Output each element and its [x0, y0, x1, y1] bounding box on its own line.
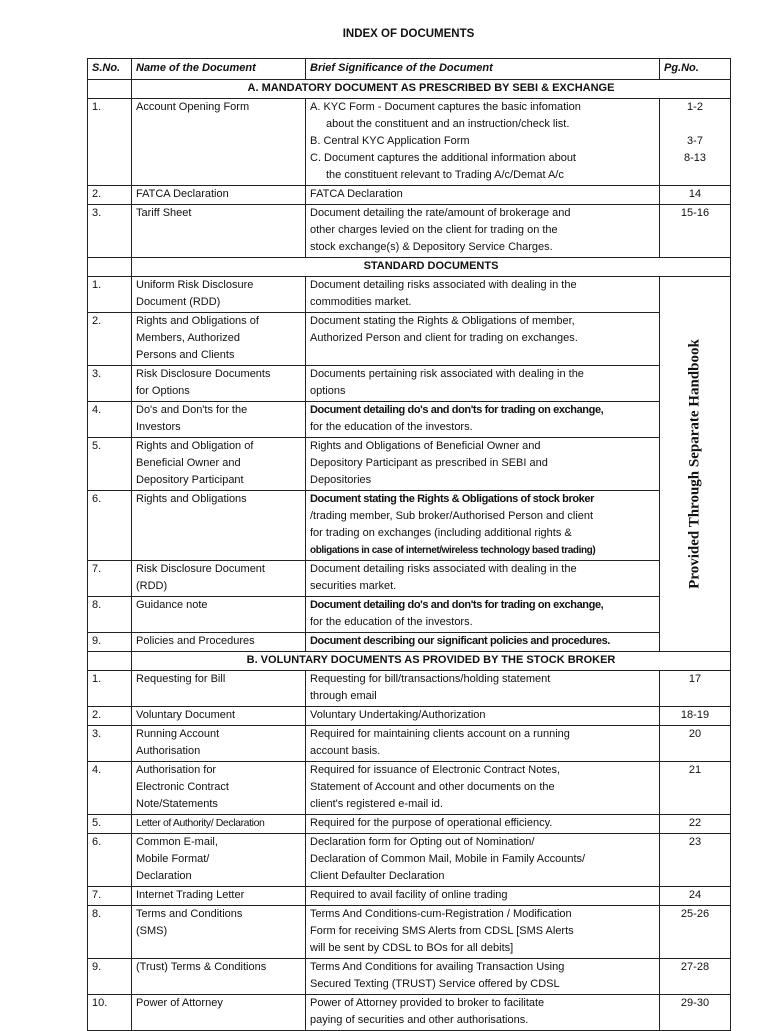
row-brief: Document detailing the rate/amount of brokerage and other charges levied on the client for trading on the stock exchange(s) & Depository Service Charges. — [306, 205, 660, 258]
row-name: Rights and Obligations — [132, 491, 306, 561]
row-sno: 5. — [88, 815, 132, 834]
header-pg: Pg.No. — [660, 59, 731, 80]
row-sno: 4. — [88, 762, 132, 815]
row-name: Tariff Sheet — [132, 205, 306, 258]
row-brief: A. KYC Form - Document captures the basic infomation about the constituent and an instruction/check list. B. Central KYC Application Form C. Document captures the additional information about the constituent relevant to Trading A/c/Demat A/c — [306, 99, 660, 186]
header-sno: S.No. — [88, 59, 132, 80]
row-sno: 4. — [88, 402, 132, 438]
row-name: Rights and Obligation of Beneficial Owner and Depository Participant — [132, 438, 306, 491]
row-name: Risk Disclosure Documents for Options — [132, 366, 306, 402]
row-pg: 14 — [660, 186, 731, 205]
section-b-row — [88, 652, 731, 671]
table-row — [88, 815, 731, 834]
row-name: Terms and Conditions (SMS) — [132, 906, 306, 959]
row-pg: 17 — [660, 671, 731, 707]
row-sno: 3. — [88, 366, 132, 402]
row-sno: 10. — [88, 995, 132, 1031]
row-sno: 6. — [88, 491, 132, 561]
row-brief: Requesting for bill/transactions/holding statement through email — [306, 671, 660, 707]
row-brief: Required for issuance of Electronic Contract Notes, Statement of Account and other documents on the client's registered e-mail id. — [306, 762, 660, 815]
row-sno: 9. — [88, 959, 132, 995]
row-pg: 18-19 — [660, 707, 731, 726]
header-row — [88, 59, 731, 80]
documents-index-table — [87, 58, 731, 1031]
row-pg: 22 — [660, 815, 731, 834]
row-sno: 2. — [88, 186, 132, 205]
row-sno: 1. — [88, 99, 132, 186]
table-row — [88, 99, 731, 186]
table-row — [88, 402, 731, 438]
row-name: Common E-mail, Mobile Format/ Declaration — [132, 834, 306, 887]
standard-documents-row — [88, 258, 731, 277]
row-brief: Terms And Conditions for availing Transaction Using Secured Texting (TRUST) Service offered by CDSL — [306, 959, 660, 995]
row-brief: Voluntary Undertaking/Authorization — [306, 707, 660, 726]
table-row — [88, 186, 731, 205]
section-b-title: B. VOLUNTARY DOCUMENTS AS PROVIDED BY THE STOCK BROKER — [132, 652, 731, 671]
handbook-note: Provided Through Separate Handbook — [686, 339, 703, 589]
row-pg: 20 — [660, 726, 731, 762]
row-brief: FATCA Declaration — [306, 186, 660, 205]
header-brief: Brief Significance of the Document — [306, 59, 660, 80]
row-name: Account Opening Form — [132, 99, 306, 186]
row-sno: 3. — [88, 205, 132, 258]
row-brief: Terms And Conditions-cum-Registration / Modification Form for receiving SMS Alerts from CDSL [SMS Alerts will be sent by CDSL to BOs for all debits] — [306, 906, 660, 959]
row-name: Policies and Procedures — [132, 633, 306, 652]
table-row — [88, 561, 731, 597]
row-name: (Trust) Terms & Conditions — [132, 959, 306, 995]
row-name: Risk Disclosure Document (RDD) — [132, 561, 306, 597]
row-name: Rights and Obligations of Members, Authorized Persons and Clients — [132, 313, 306, 366]
row-sno: 9. — [88, 633, 132, 652]
row-sno: 2. — [88, 313, 132, 366]
table-row — [88, 834, 731, 887]
standard-documents-title: STANDARD DOCUMENTS — [132, 258, 731, 277]
row-sno: 7. — [88, 561, 132, 597]
table-row — [88, 726, 731, 762]
section-a-title: A. MANDATORY DOCUMENT AS PRESCRIBED BY SEBI & EXCHANGE — [132, 80, 731, 99]
table-row — [88, 313, 731, 366]
table-row — [88, 597, 731, 633]
row-name: Power of Attorney — [132, 995, 306, 1031]
row-sno: 5. — [88, 438, 132, 491]
row-brief: Document detailing risks associated with dealing in the commodities market. — [306, 277, 660, 313]
row-sno: 8. — [88, 906, 132, 959]
row-sno: 2. — [88, 707, 132, 726]
table-row — [88, 887, 731, 906]
row-sno: 7. — [88, 887, 132, 906]
row-pg: 29-30 — [660, 995, 731, 1031]
row-sno: 1. — [88, 671, 132, 707]
row-brief: Document detailing do's and don'ts for trading on exchange, for the education of the investors. — [306, 402, 660, 438]
row-brief: Document stating the Rights & Obligations of stock broker /trading member, Sub broker/Authorised Person and client for trading on exchanges (including additional rights & obligations in case of internet/wireless technology based trading) — [306, 491, 660, 561]
row-sno: 3. — [88, 726, 132, 762]
table-row — [88, 906, 731, 959]
row-name: Authorisation for Electronic Contract Note/Statements — [132, 762, 306, 815]
row-pg: 23 — [660, 834, 731, 887]
section-a-row — [88, 80, 731, 99]
page-title: INDEX OF DOCUMENTS — [342, 28, 475, 40]
row-brief: Power of Attorney provided to broker to facilitate paying of securities and other authorisations. — [306, 995, 660, 1031]
row-pg: 25-26 — [660, 906, 731, 959]
row-brief: Required for maintaining clients account on a running account basis. — [306, 726, 660, 762]
row-pg: 24 — [660, 887, 731, 906]
row-name: Uniform Risk Disclosure Document (RDD) — [132, 277, 306, 313]
row-brief: Document stating the Rights & Obligations of member, Authorized Person and client for trading on exchanges. — [306, 313, 660, 366]
row-name: Letter of Authority/ Declaration — [132, 815, 306, 834]
table-row — [88, 762, 731, 815]
row-name: Voluntary Document — [132, 707, 306, 726]
row-sno: 6. — [88, 834, 132, 887]
row-name: Internet Trading Letter — [132, 887, 306, 906]
table-row — [88, 491, 731, 561]
row-brief: Document detailing risks associated with dealing in the securities market. — [306, 561, 660, 597]
row-brief: Documents pertaining risk associated with dealing in the options — [306, 366, 660, 402]
row-brief: Document describing our significant policies and procedures. — [306, 633, 660, 652]
table-row — [88, 707, 731, 726]
handbook-note-cell — [660, 277, 731, 652]
table-row — [88, 995, 731, 1031]
row-name: Requesting for Bill — [132, 671, 306, 707]
table-row — [88, 671, 731, 707]
table-row — [88, 205, 731, 258]
row-pg: 1-2 3-7 8-13 — [660, 99, 731, 186]
row-name: Running Account Authorisation — [132, 726, 306, 762]
row-pg: 15-16 — [660, 205, 731, 258]
table-row — [88, 277, 731, 313]
row-brief: Document detailing do's and don'ts for trading on exchange, for the education of the investors. — [306, 597, 660, 633]
row-pg: 27-28 — [660, 959, 731, 995]
table-row — [88, 633, 731, 652]
row-brief: Declaration form for Opting out of Nomination/ Declaration of Common Mail, Mobile in Family Accounts/ Client Defaulter Declaration — [306, 834, 660, 887]
table-row — [88, 366, 731, 402]
row-name: Do's and Don'ts for the Investors — [132, 402, 306, 438]
row-brief: Required for the purpose of operational efficiency. — [306, 815, 660, 834]
row-sno: 1. — [88, 277, 132, 313]
table-row — [88, 438, 731, 491]
row-brief: Required to avail facility of online trading — [306, 887, 660, 906]
row-name: FATCA Declaration — [132, 186, 306, 205]
header-name: Name of the Document — [132, 59, 306, 80]
row-name: Guidance note — [132, 597, 306, 633]
row-pg: 21 — [660, 762, 731, 815]
row-sno: 8. — [88, 597, 132, 633]
row-brief: Rights and Obligations of Beneficial Owner and Depository Participant as prescribed in SEBI and Depositories — [306, 438, 660, 491]
table-row — [88, 959, 731, 995]
